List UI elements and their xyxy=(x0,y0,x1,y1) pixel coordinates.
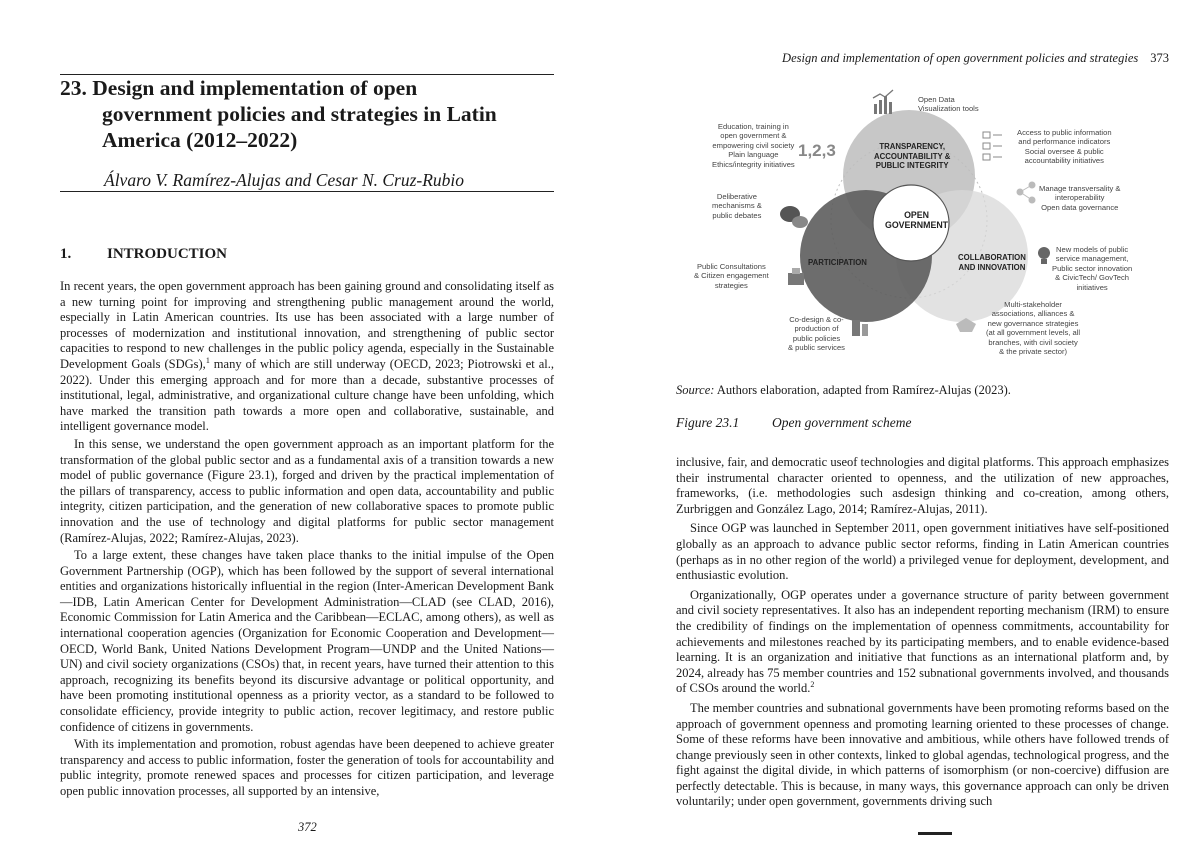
education-label xyxy=(712,122,795,169)
new-models-label xyxy=(1052,245,1132,292)
label-line: interoperability xyxy=(1055,193,1105,203)
running-head xyxy=(782,51,1169,66)
page-number-right: 373 xyxy=(1150,51,1169,65)
circle-label-line: PARTICIPATION xyxy=(808,258,867,267)
label-line: Access to public information xyxy=(1017,128,1112,137)
figure-title: Open government scheme xyxy=(772,415,912,430)
label-line: Open Data xyxy=(918,95,955,104)
circle-label-line: ACCOUNTABILITY & xyxy=(874,151,951,161)
circle-label-line: OPEN xyxy=(904,210,929,220)
label-line: accountability initiatives xyxy=(1024,156,1104,166)
label-line: open government & xyxy=(720,131,787,141)
paragraph: inclusive, fair, and democratic useof technologies and digital platforms. This approach emphasizes their instrumental character oriented to openness, and the utilization of new approaches, frameworks, (i.e. methodologies such asdesign thinking and co-creation, among others, Zurbriggen and González Lago, 2014; Ramírez-Alujas, 2011). xyxy=(676,455,1169,516)
chapter-title-line-3: America (2012–2022) xyxy=(102,128,298,152)
label-line: & Citizen engagement xyxy=(694,271,769,281)
page-bottom-mark xyxy=(918,832,952,835)
ballot-box-icon xyxy=(788,268,804,285)
label-line: Social oversee & public xyxy=(1024,146,1104,156)
source-text: Authors elaboration, adapted from Ramírez-Alujas (2023). xyxy=(714,383,1011,397)
label-line: strategies xyxy=(714,280,748,290)
page-number-left: 372 xyxy=(298,820,317,834)
running-head-title: Design and implementation of open government policies and strategies xyxy=(782,51,1139,65)
circle-label-line: GOVERNMENT xyxy=(885,219,949,230)
open-government-figure xyxy=(694,88,1164,368)
label-line: mechanisms & xyxy=(712,201,762,211)
chapter-title-line-1: 23. Design and implementation of open xyxy=(60,76,418,100)
left-body-text xyxy=(60,279,554,800)
paragraph-text: In recent years, the open government approach has been gaining ground and consolidating itself as a new turning point for improving and strengthening public management around the world, especially in Latin American countries. Its use has been associated with a large number of processes of modernization and institutional innovation, and strengthening of public sector capacities to respond to new challenges in the public policy agenda, especially in the Sustainable Development Goals (SDGs), xyxy=(60,279,554,371)
footnote-ref[interactable]: 1 xyxy=(205,355,210,365)
share-network-icon xyxy=(1017,182,1035,203)
label-line: Ethics/integrity initiatives xyxy=(712,159,795,169)
access-info-label xyxy=(1017,128,1112,166)
label-line: public policies xyxy=(792,333,841,343)
chapter-authors: Álvaro V. Ramírez-Alujas and Cesar N. Cruz-Rubio xyxy=(104,170,465,190)
paragraph xyxy=(60,279,554,435)
right-body-text xyxy=(676,455,1169,810)
label-line: Deliberative xyxy=(716,192,757,201)
paragraph: In this sense, we understand the open government approach as an important platform for the transformation of the global public sector and as a fundamental axis of a transition towards a new model of public governance (Figure 23.1), forged and driven by the practical implementation of the pillars of transparency, access to public information and open data, accountability and public integrity, citizen participation, and the generation of new collaborative spaces to promote public innovation and the use of technology and digital platforms for public sector management (Ramírez-Alujas, 2022; Ramírez-Alujas, 2023). xyxy=(60,436,554,545)
consultations-label xyxy=(694,262,769,290)
deliberative-label xyxy=(712,192,762,220)
section-number: 1. xyxy=(60,246,72,262)
lightbulb-icon xyxy=(1038,247,1050,264)
label-line: service management, xyxy=(1055,254,1129,264)
label-line: & public services xyxy=(788,343,845,353)
section-heading xyxy=(60,246,227,263)
label-line: and performance indicators xyxy=(1018,137,1111,147)
transparency-label xyxy=(874,142,950,171)
paragraph-text: many of which are still underway (OECD, 2023; Piotrowski et al., 2022). Under this emerging approach and for more than a decade, substantive processes of institutional, legal, administrative, and organizational culture change have been unfolding, which have marked the transition path towards a more open and collaborative, sustainable, and intelligent governance model. xyxy=(60,356,554,434)
label-line: Public Consultations xyxy=(696,262,766,271)
label-line: new governance strategies xyxy=(987,318,1079,328)
label-line: Co-design & co- xyxy=(789,315,844,324)
label-line: New models of public xyxy=(1056,245,1129,254)
label-line: & the private sector) xyxy=(999,347,1068,357)
circle-label-line: COLLABORATION xyxy=(958,253,1026,262)
collaboration-label xyxy=(958,253,1026,272)
label-line: & CivicTech/ GovTech xyxy=(1055,273,1130,283)
multistakeholder-label xyxy=(986,300,1080,356)
codesign-label xyxy=(788,315,845,353)
right-page xyxy=(676,0,1169,843)
source-label: Source: xyxy=(676,383,715,397)
label-line: empowering civil society xyxy=(712,140,795,150)
checklist-icon xyxy=(983,132,1002,160)
center-label xyxy=(885,211,948,230)
left-page xyxy=(60,0,554,843)
label-line: public debates xyxy=(712,210,762,220)
chapter-title xyxy=(60,75,554,153)
label-line: initiatives xyxy=(1076,282,1108,292)
paragraph xyxy=(676,588,1169,697)
transversality-label xyxy=(1039,184,1120,212)
svg-text:1,2,3: 1,2,3 xyxy=(798,141,836,160)
numbers-123-icon xyxy=(798,141,836,160)
paragraph: Since OGP was launched in September 2011, open government initiatives have self-positioned globally as an approach to advance public sector reforms, finding in Latin American countries (perhaps as in no other region of the world) a privileged venue for deployment, development, and enthusiastic evolution. xyxy=(676,521,1169,583)
circle-label-line: TRANSPARENCY, xyxy=(879,142,946,151)
paragraph: With its implementation and promotion, robust agendas have been deepened to achieve greater transparency and access to public information, foster the generation of tools for accountability and public integrity, promote renewed spaces and processes for citizen participation, and leverage open public innovation processes, all supported by an intensive, xyxy=(60,737,554,798)
bar-chart-icon xyxy=(873,90,893,114)
speech-bubbles-icon xyxy=(780,206,808,228)
label-line: Multi-stakeholder xyxy=(1004,300,1062,309)
chapter-title-line-2: government policies and strategies in Latin xyxy=(102,102,497,126)
title-bottom-rule xyxy=(60,191,554,192)
figure-number: Figure 23.1 xyxy=(676,415,740,430)
figure-source xyxy=(676,383,1011,398)
circle-label-line: AND INNOVATION xyxy=(958,262,1026,272)
open-data-label xyxy=(918,95,979,114)
label-line: Education, training in xyxy=(717,122,789,131)
paragraph-text: Organizationally, OGP operates under a governance structure of parity between government and civil society representatives. It also has an independent reporting mechanism (IRM) to ensure the credibility of findings on the implementation of openness commitments, accountability for achievements and milestones reached by its participating members, and to enable evidence-based learning. It is an organization and initiative that functions as an international platform and, by 2024, already has 75 member countries and 152 subnational governments involved, and thousands of CSOs around the world. xyxy=(676,587,1169,696)
circle-label-line: PUBLIC INTEGRITY xyxy=(875,161,949,171)
figure-caption xyxy=(676,415,911,431)
label-line: branches, with civil society xyxy=(988,337,1078,347)
participation-label xyxy=(808,258,867,268)
label-line: associations, alliances & xyxy=(991,309,1075,319)
label-line: Manage transversality & xyxy=(1039,184,1121,193)
label-line: Plain language xyxy=(728,150,779,160)
section-title: INTRODUCTION xyxy=(107,246,228,262)
paragraph: The member countries and subnational governments have been promoting reforms based on the approach of government openness and promoting learning oriented to these processes of change. Some of these reforms have been innovative and ambitious, while others have followed trends of change previously seen in other contexts, linked to global agendas, technological progress, and the fight against the digital divide, in which patterns of isomorphism (or non-coercive) diffusion are perfectly detectable. This is because, in many ways, this governance approach can only be driven voluntarily; under open government, governments driving such xyxy=(676,700,1169,809)
label-line: Public sector innovation xyxy=(1052,263,1133,273)
documents-icon xyxy=(852,320,868,336)
footnote-ref[interactable]: 2 xyxy=(810,680,815,690)
label-line: (at all government levels, all xyxy=(986,328,1081,338)
label-line: production of xyxy=(794,324,839,334)
paragraph: To a large extent, these changes have taken place thanks to the initial impulse of the Open Government Partnership (OGP), which has been followed by the support of several international entities and organizations historically influential in the region (Inter-American Development Bank—IDB, Latin American Center for Development Administration—CLAD (see CLAD, 2016), Economic Commission for Latin America and the Caribbean—ECLAC, among others), as well as international cooperation agencies (Organization for Economic Cooperation and Development—OECD, World Bank, United Nations Development Program—UNDP and the United Nations—UN) and civil society organizations (CSOs) that, in recent years, have turned their attention to this approach, recognizing its benefits beyond its discursive advantage or political opportunity, and have been promoting institutional openness as a priority vector, as a standard to be followed to consolidate efficiency, provide integrity to public action, recover legitimacy, and restore public confidence of citizens in governments. xyxy=(60,548,554,734)
label-line: Open data governance xyxy=(1041,202,1119,212)
label-line: Visualization tools xyxy=(918,104,979,114)
